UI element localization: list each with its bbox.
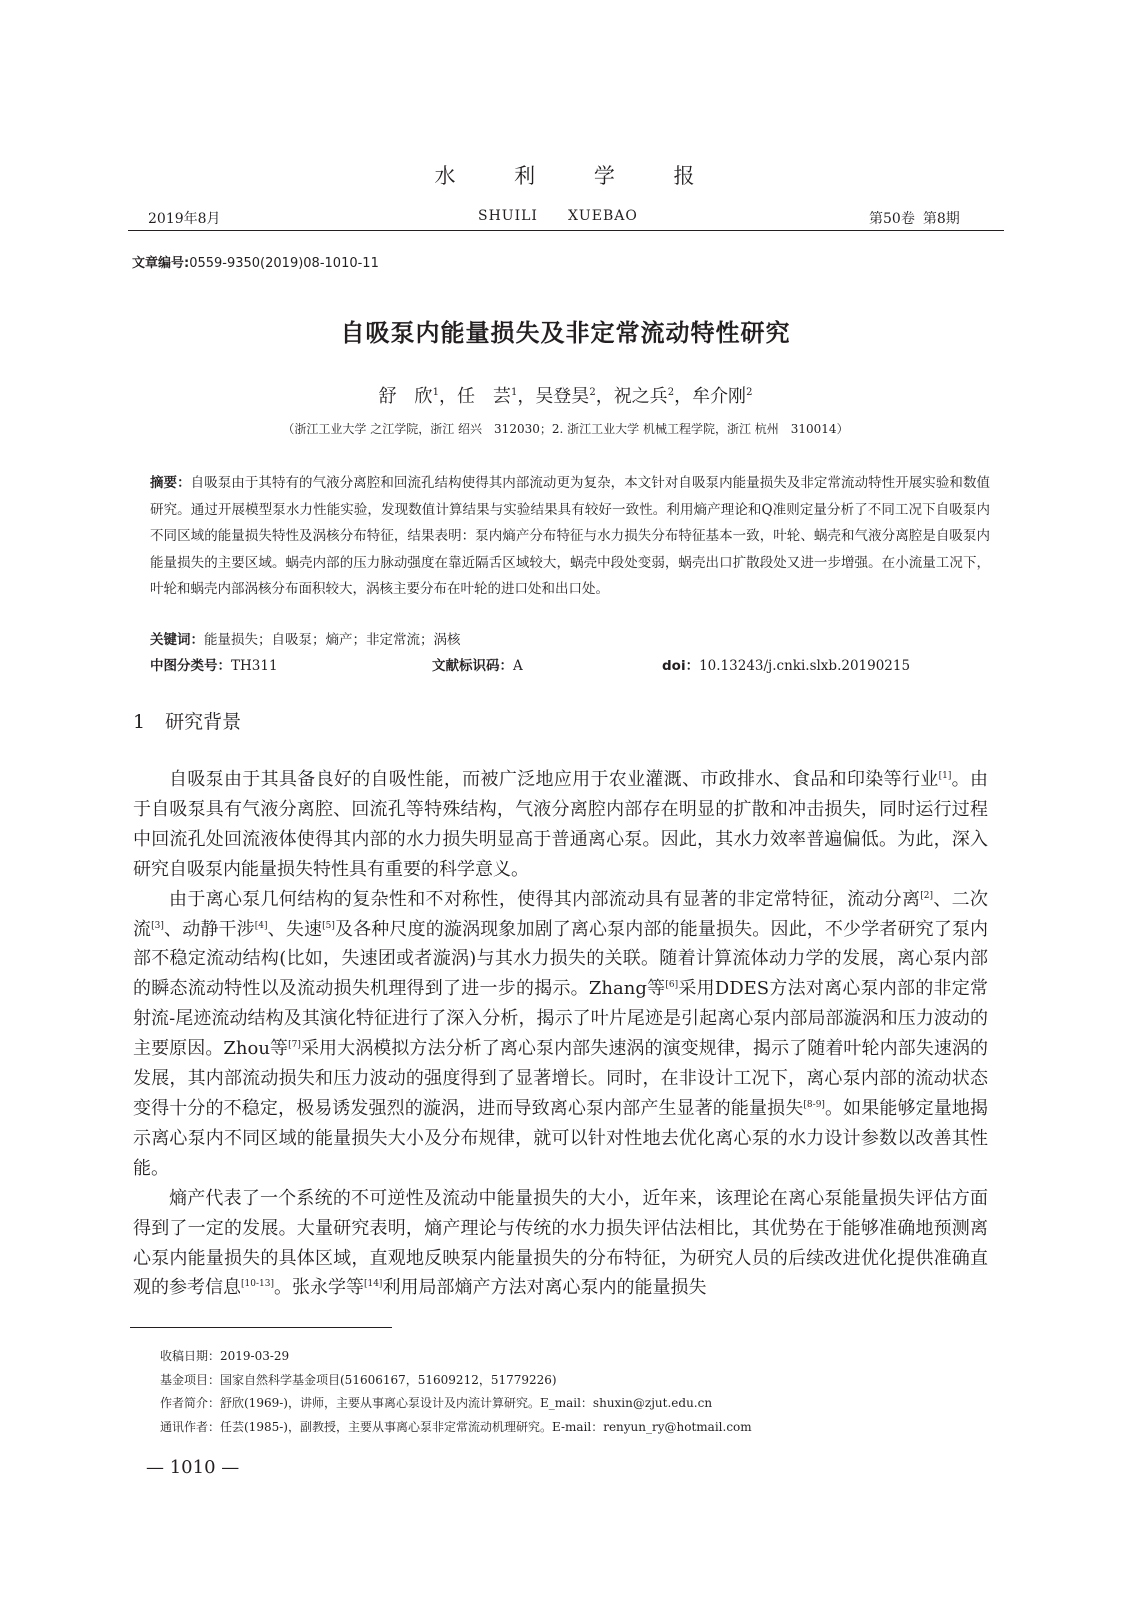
citation[interactable]: [4] — [254, 920, 268, 931]
author-separator: ， — [674, 386, 693, 407]
text-run: 采用DDES方法对离心泵内部的非定常射流-尾迹流动结构及其演化特征进行了深入分析，揭示了叶片尾迹是引起离心泵内部局部漩涡和压力波动的主要原因。Zhou等 — [133, 978, 988, 1060]
keywords-text: 能量损失；自吸泵；熵产；非定常流；涡核 — [204, 632, 461, 648]
author-name: 吴登昊 — [535, 386, 590, 407]
journal-name-en — [478, 208, 668, 224]
section-number: 1 — [133, 711, 146, 733]
article-number — [132, 252, 379, 271]
clc-value: TH311 — [231, 658, 278, 674]
citation[interactable]: [8-9] — [803, 1099, 825, 1110]
doi-label: doi： — [662, 658, 700, 674]
abstract-text: 自吸泵由于其特有的气液分离腔和回流孔结构使得其内部流动更为复杂，本文针对自吸泵内能量损失及非定常流动特性开展实验和数值研究。通过开展模型泵水力性能实验，发现数值计算结果与实验结果具有较好一致性。利用熵产理论和Q准则定量分析了不同工况下自吸泵内不同区域的能量损失特性及涡核分布特征，结果表明：泵内熵产分布特征与水力损失分布特征基本一致，叶轮、蜗壳和气液分离腔是自吸泵内能量损失的主要区域。蜗壳内部的压力脉动强度在靠近隔舌区域较大，蜗壳中段处变弱，蜗壳出口扩散段处又进一步增强。在小流量工况下，叶轮和蜗壳内部涡核分布面积较大，涡核主要分布在叶轮的进口处和出口处。 — [150, 475, 991, 598]
author-separator: ， — [517, 386, 536, 407]
abstract-label: 摘要： — [150, 475, 191, 491]
keywords — [150, 628, 461, 648]
journal-title-char: 水 — [434, 164, 458, 188]
journal-title — [0, 160, 1131, 190]
body-paragraph — [133, 765, 988, 885]
author-separator: ， — [595, 386, 614, 407]
text-run: 及各种尺度的漩涡现象加剧了离心泵内部的能量损失。因此，不少学者研究了泵内部不稳定流动结构(比如，失速团或者漩涡)与其水力损失的关联。随着计算流体动力学的发展，离心泵内部的瞬态流动特性以及流动损失机理得到了进一步的揭示。Zhang等 — [133, 918, 989, 1000]
text-run: 采用大涡模拟方法分析了离心泵内部失速涡的演变规律，揭示了随着叶轮内部失速涡的发展，其内部流动损失和压力波动的强度得到了显著增长。同时，在非设计工况下，离心泵内部的流动状态变得十分的不稳定，极易诱发强烈的漩涡，进而导致离心泵内部产生显著的能量损失 — [133, 1038, 988, 1119]
article-number-value: 0559-9350(2019)08-1010-11 — [189, 256, 379, 271]
journal-title-char: 报 — [673, 164, 697, 188]
citation[interactable]: [2] — [920, 890, 934, 901]
text-run: 、二次流 — [133, 888, 989, 940]
text-run: 由于离心泵几何结构的复杂性和不对称性，使得其内部流动具有显著的非定常特征，流动分离 — [169, 888, 921, 910]
footnote-received: 收稿日期：2019-03-29 — [160, 1349, 290, 1363]
text-run: 。由于自吸泵具有气液分离腔、回流孔等特殊结构，气液分离腔内部存在明显的扩散和冲击损失，同时运行过程中回流孔处回流液体使得其内部的水力损失明显高于普通离心泵。因此，其水力效率普遍偏低。为此，深入研究自吸泵内能量损失特性具有重要的科学意义。 — [133, 769, 989, 880]
text-run: 、失速 — [267, 918, 323, 940]
doi — [662, 654, 910, 674]
affiliation: （浙江工业大学 之江学院，浙江 绍兴 312030；2. 浙江工业大学 机械工程学院，浙江 杭州 310014） — [282, 422, 849, 436]
clc-number — [150, 654, 278, 674]
body-paragraph — [133, 1184, 988, 1304]
article-number-label: 文章编号: — [132, 256, 190, 271]
page-number: — 1010 — — [146, 1457, 240, 1478]
author-affil-mark: 2 — [667, 387, 675, 398]
text-run: 。张永学等 — [273, 1277, 364, 1299]
citation[interactable]: [10-13] — [241, 1279, 274, 1290]
citation[interactable]: [6] — [665, 980, 679, 991]
body-paragraph — [133, 885, 988, 1184]
journal-title-char: 学 — [593, 164, 617, 188]
citation[interactable]: [1] — [938, 771, 952, 781]
citation[interactable]: [7] — [288, 1040, 301, 1051]
footnotes — [160, 1345, 980, 1439]
author-name: 牟介刚 — [692, 386, 747, 407]
text-run: 利用局部熵产方法对离心泵内的能量损失 — [382, 1277, 707, 1299]
section-heading — [133, 707, 261, 734]
citation[interactable]: [5] — [322, 920, 335, 931]
author-affil-mark: 2 — [589, 387, 596, 398]
author-affil-mark: 2 — [746, 387, 753, 398]
document-code-value: A — [513, 658, 523, 674]
text-run: 。如果能够定量地揭示离心泵内不同区域的能量损失大小及分布规律，就可以针对性地去优化离心泵的水力设计参数以改善其性能。 — [133, 1097, 989, 1179]
abstract — [150, 470, 990, 603]
document-code — [432, 654, 523, 674]
keywords-label: 关键词： — [150, 632, 204, 648]
text-run: 熵产代表了一个系统的不可逆性及流动中能量损失的大小，近年来，该理论在离心泵能量损失评估方面得到了一定的发展。大量研究表明，熵产理论与传统的水力损失评估法相比，其优势在于能够准确地预测离心泵内能量损失的具体区域，直观地反映泵内能量损失的分布特征，为研究人员的后续改进优化提供准确直观的参考信息 — [133, 1187, 988, 1299]
text-run: 自吸泵由于其具备良好的自吸性能，而被广泛地应用于农业灌溉、市政排水、食品和印染等行业 — [169, 769, 939, 790]
section-title: 研究背景 — [165, 711, 242, 733]
author-list — [0, 382, 1131, 408]
volume-issue — [861, 208, 960, 228]
issue: 第8期 — [922, 211, 960, 227]
footnote-fund: 基金项目：国家自然科学基金项目(51606167，51609212，51779226) — [160, 1372, 557, 1387]
author-affil-mark: 1 — [510, 387, 518, 398]
journal-title-char: 利 — [514, 164, 538, 188]
author-affil-mark: 1 — [432, 387, 439, 398]
body-text — [133, 765, 988, 1303]
journal-name-en-word: SHUILI — [478, 208, 538, 224]
journal-name-en-word: XUEBAO — [567, 208, 638, 224]
volume: 第50卷 — [869, 211, 915, 227]
issue-date: 2019年8月 — [148, 211, 221, 227]
author-name: 任 芸 — [456, 386, 511, 407]
footnote-rule — [130, 1327, 392, 1328]
paper-title: 自吸泵内能量损失及非定常流动特性研究 — [340, 319, 791, 347]
footnote-corresponding: 通讯作者：任芸(1985-)，副教授，主要从事离心泵非定常流动机理研究。E-mail：renyun_ry@hotmail.com — [160, 1419, 752, 1434]
author-name: 祝之兵 — [613, 386, 668, 407]
citation[interactable]: [14] — [363, 1279, 383, 1290]
text-run: 、动静干涉 — [163, 918, 255, 940]
doi-value[interactable]: 10.13243/j.cnki.slxb.20190215 — [699, 658, 911, 674]
header-rule — [128, 230, 1004, 231]
document-code-label: 文献标识码： — [432, 658, 513, 674]
citation[interactable]: [3] — [151, 920, 164, 931]
footnote-author-bio: 作者简介：舒欣(1969-)，讲师，主要从事离心泵设计及内流计算研究。E_mail：shuxin@zjut.edu.cn — [160, 1396, 713, 1410]
author-separator: ， — [438, 386, 457, 407]
clc-label: 中图分类号： — [150, 658, 231, 674]
author-name: 舒 欣 — [378, 386, 433, 407]
